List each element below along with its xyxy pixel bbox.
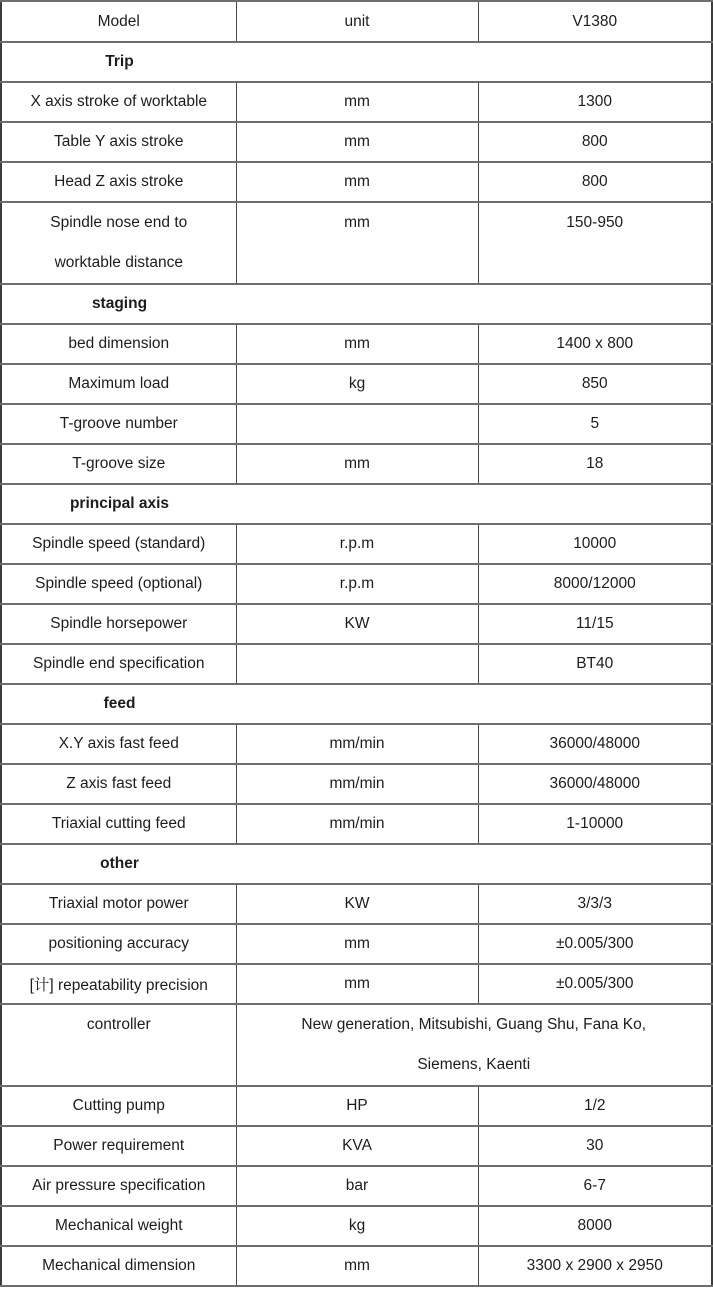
- unit-cell: mm/min: [236, 764, 478, 804]
- table-row: [1, 82, 712, 122]
- unit-cell: mm: [236, 1246, 478, 1286]
- value-cell: 800: [478, 162, 712, 202]
- section-row: [1, 844, 712, 884]
- section-label: other: [100, 855, 139, 872]
- unit-cell: mm/min: [236, 724, 478, 764]
- table-row: [1, 1004, 712, 1086]
- unit-cell: KVA: [236, 1126, 478, 1166]
- name-cell: Triaxial cutting feed: [1, 804, 236, 844]
- value-cell: 850: [478, 364, 712, 404]
- name-cell: Maximum load: [1, 364, 236, 404]
- value-cell: 5: [478, 404, 712, 444]
- value-cell: 3300 x 2900 x 2950: [478, 1246, 712, 1286]
- table-row: [1, 924, 712, 964]
- value-cell: 1-10000: [478, 804, 712, 844]
- value-cell: ±0.005/300: [478, 964, 712, 1004]
- unit-cell: r.p.m: [236, 524, 478, 564]
- header-model-cell: Model: [1, 1, 236, 42]
- name-cell: Triaxial motor power: [1, 884, 236, 924]
- name-line: worktable distance: [54, 254, 183, 271]
- table-row: [1, 202, 712, 284]
- section-label: principal axis: [69, 495, 170, 512]
- value-cell: 1/2: [478, 1086, 712, 1126]
- name-cell: Spindle end specification: [1, 644, 236, 684]
- value-cell: 800: [478, 122, 712, 162]
- name-cell: Spindle speed (standard): [1, 524, 236, 564]
- value-cell: 30: [478, 1126, 712, 1166]
- value-cell: ±0.005/300: [478, 924, 712, 964]
- section-row: [1, 42, 712, 82]
- value-cell: 36000/48000: [478, 764, 712, 804]
- name-line: Spindle nose end to: [50, 214, 188, 231]
- unit-cell: [236, 644, 478, 684]
- table-row: [1, 162, 712, 202]
- value-cell: 6-7: [478, 1166, 712, 1206]
- table-row: [1, 964, 712, 1004]
- name-cell: Mechanical dimension: [1, 1246, 236, 1286]
- spec-table-body: [1, 1, 712, 1286]
- name-line: controller: [86, 1016, 151, 1033]
- unit-cell: HP: [236, 1086, 478, 1126]
- table-row: [1, 644, 712, 684]
- table-row: [1, 564, 712, 604]
- value-cell: 1400 x 800: [478, 324, 712, 364]
- table-row: [1, 404, 712, 444]
- value-cell: 8000/12000: [478, 564, 712, 604]
- name-cell: Table Y axis stroke: [1, 122, 236, 162]
- value-line: Siemens, Kaenti: [417, 1056, 531, 1073]
- table-row: [1, 444, 712, 484]
- name-cell: positioning accuracy: [1, 924, 236, 964]
- name-cell: T-groove number: [1, 404, 236, 444]
- table-row: [1, 764, 712, 804]
- header-value-cell: V1380: [478, 1, 712, 42]
- header-row: [1, 1, 712, 42]
- section-label: Trip: [105, 53, 134, 70]
- section-cell: [1, 684, 712, 724]
- name-cell: [1, 202, 236, 284]
- name-cell: Z axis fast feed: [1, 764, 236, 804]
- value-cell: 3/3/3: [478, 884, 712, 924]
- unit-cell: mm: [236, 162, 478, 202]
- name-cell: Spindle horsepower: [1, 604, 236, 644]
- unit-cell: mm: [236, 444, 478, 484]
- section-label: feed: [103, 695, 136, 712]
- unit-cell: bar: [236, 1166, 478, 1206]
- table-row: [1, 524, 712, 564]
- unit-cell: kg: [236, 364, 478, 404]
- name-cell: X.Y axis fast feed: [1, 724, 236, 764]
- section-cell: [1, 844, 712, 884]
- value-cell: 10000: [478, 524, 712, 564]
- section-cell: [1, 484, 712, 524]
- name-cell: Head Z axis stroke: [1, 162, 236, 202]
- table-row: [1, 724, 712, 764]
- unit-line: mm: [344, 214, 370, 231]
- table-row: [1, 324, 712, 364]
- value-cell: 18: [478, 444, 712, 484]
- unit-cell: [236, 404, 478, 444]
- name-cell: Cutting pump: [1, 1086, 236, 1126]
- value-line: New generation, Mitsubishi, Guang Shu, Fana Ko,: [301, 1016, 647, 1033]
- name-cell: Spindle speed (optional): [1, 564, 236, 604]
- name-cell: T-groove size: [1, 444, 236, 484]
- name-cell: Power requirement: [1, 1126, 236, 1166]
- value-cell: [236, 1004, 712, 1086]
- name-cell: Mechanical weight: [1, 1206, 236, 1246]
- unit-cell: mm: [236, 924, 478, 964]
- section-row: [1, 284, 712, 324]
- value-cell: [478, 202, 712, 284]
- header-unit-cell: unit: [236, 1, 478, 42]
- value-line: 150-950: [566, 214, 624, 231]
- table-row: [1, 122, 712, 162]
- name-cell: X axis stroke of worktable: [1, 82, 236, 122]
- value-cell: 8000: [478, 1206, 712, 1246]
- value-cell: 1300: [478, 82, 712, 122]
- name-cell: Air pressure specification: [1, 1166, 236, 1206]
- table-row: [1, 604, 712, 644]
- section-row: [1, 684, 712, 724]
- unit-cell: mm: [236, 122, 478, 162]
- name-cell: [1, 1004, 236, 1086]
- value-cell: BT40: [478, 644, 712, 684]
- unit-cell: mm: [236, 324, 478, 364]
- unit-cell: kg: [236, 1206, 478, 1246]
- table-row: [1, 1126, 712, 1166]
- value-cell: 11/15: [478, 604, 712, 644]
- unit-cell: mm: [236, 82, 478, 122]
- unit-cell: mm: [236, 964, 478, 1004]
- section-cell: [1, 42, 712, 82]
- table-row: [1, 884, 712, 924]
- table-row: [1, 1166, 712, 1206]
- unit-cell: r.p.m: [236, 564, 478, 604]
- section-cell: [1, 284, 712, 324]
- unit-cell: KW: [236, 604, 478, 644]
- name-cell: [计] repeatability precision: [1, 964, 236, 1004]
- unit-cell: KW: [236, 884, 478, 924]
- table-row: [1, 1206, 712, 1246]
- table-row: [1, 804, 712, 844]
- unit-cell: mm/min: [236, 804, 478, 844]
- value-cell: 36000/48000: [478, 724, 712, 764]
- section-label: staging: [91, 295, 148, 312]
- section-row: [1, 484, 712, 524]
- unit-cell: [236, 202, 478, 284]
- table-row: [1, 1246, 712, 1286]
- name-cell: bed dimension: [1, 324, 236, 364]
- table-row: [1, 1086, 712, 1126]
- table-row: [1, 364, 712, 404]
